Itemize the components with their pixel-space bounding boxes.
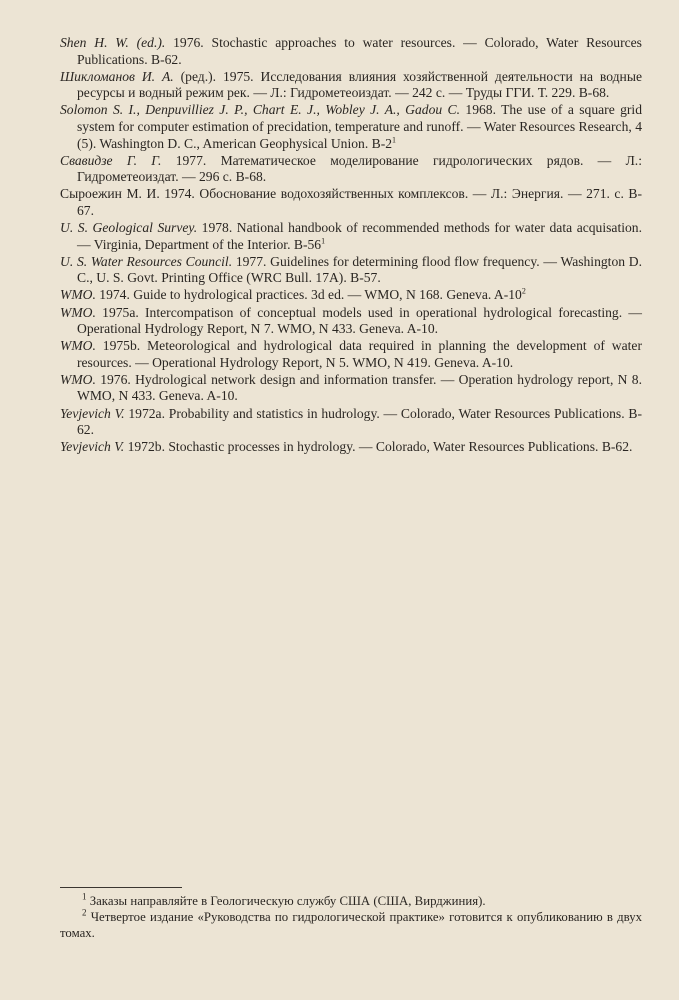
reference-text: 1972a. Probability and statistics in hudrology. — Colorado, Water Resources Publications. B-62. bbox=[77, 405, 642, 438]
reference-entry bbox=[60, 439, 642, 456]
reference-author: WMO. bbox=[60, 304, 96, 320]
reference-text: 1976. Hydrological network design and information transfer. — Operation hydrology report, N 8. WMO, N 433. Geneva. A-10. bbox=[77, 371, 642, 404]
reference-text: 1974. Guide to hydrological practices. 3d ed. — WMO, N 168. Geneva. A-10 bbox=[95, 287, 522, 303]
footnote bbox=[60, 909, 642, 941]
footnote-number: 2 bbox=[82, 907, 87, 918]
reference-author: WMO. bbox=[60, 287, 96, 303]
footnote-text: Заказы направляйте в Геологическую службу США (США, Вирджиния). bbox=[86, 894, 486, 908]
reference-entry bbox=[60, 69, 642, 102]
reference-author: Solomon S. I., Denpuvilliez J. P., Chart E. J., Wobley J. A., Gadou C. bbox=[60, 102, 461, 118]
reference-entry bbox=[60, 220, 642, 253]
reference-entry bbox=[60, 153, 642, 186]
footnote-mark: 2 bbox=[521, 286, 526, 296]
footnote bbox=[60, 893, 642, 909]
reference-text: 1968. The use of a square grid system for computer estimation of precidation, temperature and runoff. — Water Resources Research, 4 (5). Washington D. C., American Geophysical Union. B-2 bbox=[77, 102, 643, 151]
reference-entry bbox=[60, 254, 642, 287]
footnote-mark: 1 bbox=[321, 236, 326, 246]
reference-text: 1977. Guidelines for determining flood flow frequency. — Washington D. C., U. S. Govt. Printing Office (WRC Bull. 17A). B-57. bbox=[77, 253, 642, 286]
reference-entry bbox=[60, 406, 642, 439]
reference-text: 1976. Stochastic approaches to water resources. — Colorado, Water Resources Publications. B-62. bbox=[77, 35, 642, 67]
reference-author: Shen H. W. (ed.). bbox=[60, 35, 166, 50]
reference-text: 1978. National handbook of recommended methods for water data acquisation. — Virginia, Department of the Interior. B-56 bbox=[77, 220, 642, 252]
reference-entry bbox=[60, 287, 642, 304]
reference-author: Свавидзе Г. Г. bbox=[60, 152, 162, 168]
reference-author: U. S. Water Resources Council. bbox=[60, 253, 233, 269]
reference-author: Yevjevich V. bbox=[60, 405, 125, 421]
reference-text: (ред.). 1975. Исследования влияния хозяйственной деятельности на водные ресурсы и водный режим рек. — Л.: Гидрометеоиздат. — 242 с. — Труды ГГИ. Т. 229. B-68. bbox=[77, 68, 642, 101]
reference-list bbox=[60, 35, 642, 456]
reference-text: 1972b. Stochastic processes in hydrology. — Colorado, Water Resources Publications. B-62. bbox=[124, 439, 633, 455]
footnotes bbox=[60, 893, 642, 941]
reference-author: WMO. bbox=[60, 371, 96, 387]
reference-text: Сыроежин М. И. 1974. Обоснование водохозяйственных комплексов. — Л.: Энергия. — 271. с. B-67. bbox=[60, 186, 642, 218]
reference-entry bbox=[60, 102, 642, 152]
reference-entry bbox=[60, 186, 642, 219]
reference-author: U. S. Geological Survey. bbox=[60, 220, 198, 236]
reference-text: 1975b. Meteorological and hydrological data required in planning the development of water resources. — Operational Hydrology Report, N 5. WMO, N 419. Geneva. A-10. bbox=[77, 338, 642, 370]
footnote-divider bbox=[60, 887, 182, 888]
reference-author: WMO. bbox=[60, 338, 96, 354]
reference-entry bbox=[60, 372, 642, 405]
reference-text: 1975a. Intercompatison of conceptual models used in operational hydrological forecasting. — Operational Hydrology Report, N 7. WMO, N 433. Geneva. A-10. bbox=[77, 304, 642, 337]
footnote-number: 1 bbox=[82, 891, 87, 902]
footnote-text: Четвертое издание «Руководства по гидрологической практике» готовится к опубликованию в двух томах. bbox=[60, 910, 642, 940]
reference-entry bbox=[60, 338, 642, 371]
footnote-mark: 1 bbox=[392, 135, 397, 145]
reference-entry bbox=[60, 35, 642, 68]
reference-author: Yevjevich V. bbox=[60, 439, 125, 455]
reference-text: 1977. Математическое моделирование гидрологических рядов. — Л.: Гидрометеоиздат. — 296 с. B-68. bbox=[77, 152, 642, 185]
reference-author: Шикломанов И. А. bbox=[60, 68, 174, 84]
reference-entry bbox=[60, 305, 642, 338]
